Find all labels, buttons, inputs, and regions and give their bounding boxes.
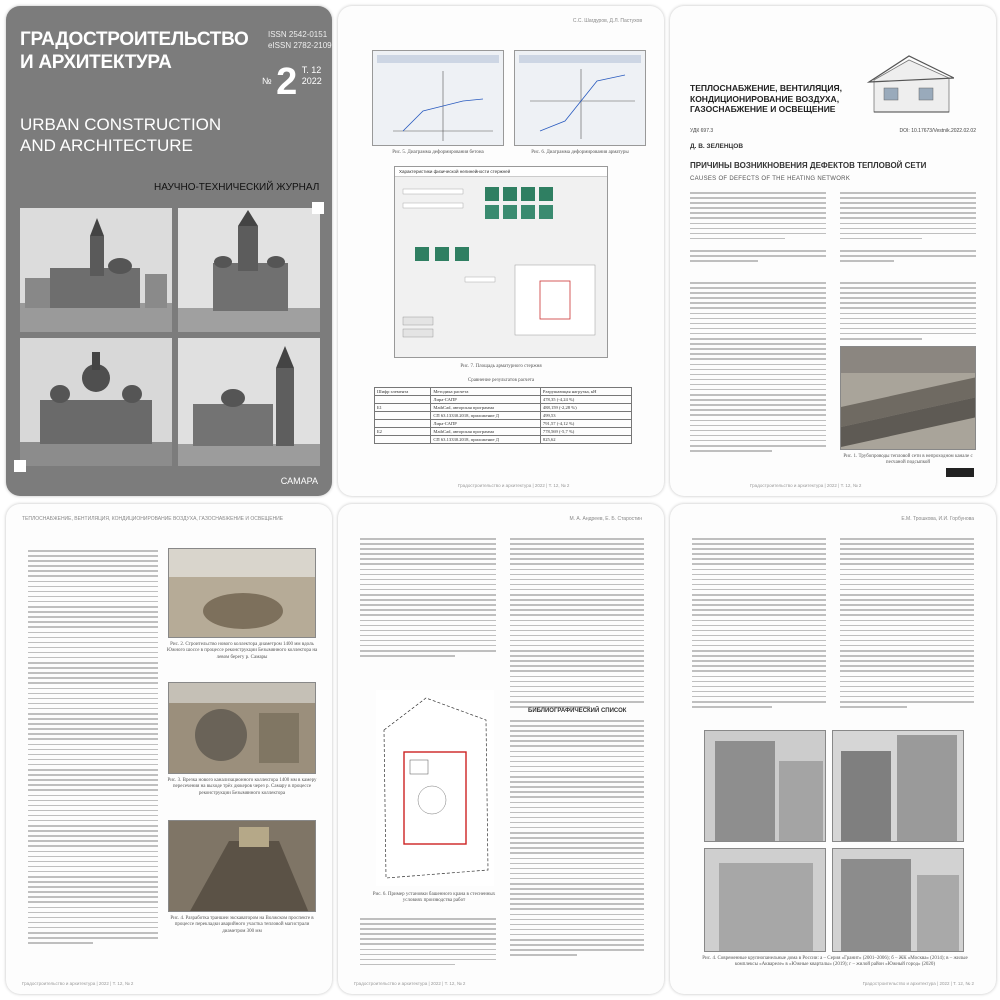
panel-building-image-c: [705, 849, 826, 952]
table-header-row: [375, 388, 632, 396]
fig1-photo-heating-pipes: [840, 346, 976, 450]
table-cell: Б1: [375, 404, 431, 412]
table-header-cell: Разрушающая нагрузка, кН: [540, 388, 631, 396]
fig6-site-plan: [376, 690, 494, 886]
body-text-left-bottom: [360, 918, 496, 969]
table-cell: [375, 436, 431, 444]
article-page-5[interactable]: [338, 504, 664, 994]
fig5-caption: Рис. 5. Диаграмма деформирования бетона: [392, 150, 484, 155]
table-cell: 791,57 (-4,12 %): [540, 420, 631, 428]
cover-corner-square: [312, 202, 324, 214]
table-row: [375, 428, 632, 436]
body-text-right: [510, 538, 644, 711]
fig7-caption: Рис. 7. Площадь арматурного стержня: [460, 364, 542, 369]
body-text-left: [28, 550, 158, 947]
excavator-trench-image: [169, 821, 316, 912]
church-photo-3: [20, 338, 172, 466]
table-row: [375, 404, 632, 412]
table-row: [375, 436, 632, 444]
abstract-en: [840, 192, 976, 243]
concrete-diagram: [373, 51, 503, 145]
creative-commons-badge: [946, 468, 974, 477]
body-text-right: [840, 538, 974, 711]
udk-code: УДК 697.3: [690, 128, 714, 134]
church-photo-3-image: [20, 338, 172, 466]
table-cell: 478,35 (-4,24 %): [540, 396, 631, 404]
doi-code: DOI: 10.17673/Vestnik.2022.02.02: [899, 128, 976, 134]
table-header-cell: Шифр элемента: [375, 388, 431, 396]
table-cell: СП 63.13330.2018, приложение Д: [431, 436, 541, 444]
page-header: С.С. Шагдуров, Д.Л. Пастухов: [572, 18, 642, 24]
page-header: ТЕПЛОСНАБЖЕНИЕ, ВЕНТИЛЯЦИЯ, КОНДИЦИОНИРОВАНИЕ ВОЗДУХА, ГАЗОСНАБЖЕНИЕ И ОСВЕЩЕНИЕ: [22, 516, 284, 522]
page-footer: Градостроительство и архитектура | 2022 | Т. 12, № 2: [354, 981, 466, 986]
article-title: ПРИЧИНЫ ВОЗНИКНОВЕНИЯ ДЕФЕКТОВ ТЕПЛОВОЙ СЕТИ: [690, 161, 927, 170]
table-cell: 488,159 (-2,28 %): [540, 404, 631, 412]
cover-title-en: URBAN CONSTRUCTION AND ARCHITECTURE: [20, 115, 222, 156]
fig6-caption: Рис. 6. Пример установки башенного крана в стесненных условиях производства работ: [372, 892, 496, 904]
page-footer: Градостроительство и архитектура | 2022 | Т. 12, № 2: [862, 981, 974, 986]
page-header: Е.М. Трошкова, И.И. Горбунова: [901, 516, 974, 522]
dialog-content: [395, 177, 607, 355]
abstract-ru: [690, 192, 826, 243]
table-cell: [375, 396, 431, 404]
bibliography-list: [510, 720, 644, 959]
table-cell: Лира-САПР: [431, 420, 541, 428]
church-photo-4: [178, 338, 320, 466]
fig3-photo-collector-insertion: [168, 682, 316, 774]
table-cell: 825,62: [540, 436, 631, 444]
keywords-en: [840, 250, 976, 265]
body-text-right: [840, 282, 976, 343]
heating-pipes-image: [841, 347, 976, 450]
church-photo-1-image: [20, 208, 172, 332]
table-title: Сравнение результатов расчета: [467, 378, 535, 383]
cover-city: САМАРА: [280, 476, 318, 486]
software-screenshot-rebar: [514, 50, 646, 146]
fig4a-photo-panel-building: [704, 730, 826, 842]
fig6-caption: Рис. 6. Диаграмма деформирования арматуры: [531, 150, 629, 155]
table-cell: MathCad, авторская программа: [431, 428, 541, 436]
church-photo-2-image: [178, 208, 320, 332]
house-illustration: [864, 50, 954, 120]
table-header-cell: Методика расчета: [431, 388, 541, 396]
table-cell: Лира-САПР: [431, 396, 541, 404]
rebar-diagram: [515, 51, 645, 145]
page-footer: Градостроительство и архитектура | 2022 | Т. 12, № 2: [22, 981, 134, 986]
fig4b-photo-panel-building: [832, 730, 964, 842]
table-row: [375, 396, 632, 404]
fig3-caption: Рис. 3. Врезка нового канализационного коллектора 1400 мм в камеру пересечения на выходе трёх дюкеров через р. Самару в процессе реконструкции Безымянного коллектора: [167, 778, 317, 796]
church-photo-2: [178, 208, 320, 332]
collector-construction-image: [169, 549, 316, 638]
fig4c-photo-panel-building: [704, 848, 826, 952]
cover-subtitle: НАУЧНО-ТЕХНИЧЕСКИЙ ЖУРНАЛ: [154, 182, 320, 193]
dialog-window: [394, 166, 608, 358]
cover-issn: ISSN 2542-0151 eISSN 2782-2109: [268, 30, 332, 50]
table-cell: Б2: [375, 428, 431, 436]
cover-title-ru: ГРАДОСТРОИТЕЛЬСТВО И АРХИТЕКТУРА: [20, 29, 249, 74]
fig4d-photo-panel-building: [832, 848, 964, 952]
table-row: [375, 412, 632, 420]
table-cell: MathCad, авторская программа: [431, 404, 541, 412]
panel-building-image-b: [833, 731, 964, 842]
page-footer: Градостроительство и архитектура | 2022 | Т. 12, № 2: [458, 483, 570, 488]
collector-insertion-image: [169, 683, 316, 774]
dialog-title: Характеристики физической нелинейности стержней: [395, 167, 607, 177]
table-cell: [375, 412, 431, 420]
page-footer: Градостроительство и архитектура | 2022 | Т. 12, № 2: [750, 483, 862, 488]
church-photo-4-image: [178, 338, 320, 466]
cover-issue-number: № 2 Т. 12 2022: [262, 61, 322, 103]
panel-building-image-a: [705, 731, 826, 842]
fig4-caption: Рис. 4. Разработка траншеи экскаватором на Волжском проспекте в процессе перекладки аварийного участка тепловой магистрали диаметром 300 мм: [170, 916, 314, 934]
table-cell: 499,53: [540, 412, 631, 420]
article-author: Д. В. ЗЕЛЕНЦОВ: [690, 143, 744, 150]
journal-cover-page[interactable]: [6, 6, 332, 496]
table-row: [375, 420, 632, 428]
site-plan-drawing: [376, 690, 494, 886]
fig2-photo-collector-construction: [168, 548, 316, 638]
fig1-caption: Рис. 1. Трубопроводы тепловой сети в непроходном канале с песчаной подсыпкой: [843, 454, 973, 466]
church-photo-1: [20, 208, 172, 332]
page-header: М. А. Андреев, Е. Б. Старостин: [569, 516, 642, 522]
table-cell: [375, 420, 431, 428]
bibliography-title: БИБЛИОГРАФИЧЕСКИЙ СПИСОК: [528, 708, 627, 714]
fig4-caption: Рис. 4. Современные крупнопанельные дома в России: а – Серия «Гранит» (2001–2006); б – ЖК «Москва» (2014); в – жилые комплексы «Аквареле» в «Южные кварталы» (2019); г – жилой район «Южный город» (2020): [702, 956, 968, 968]
keywords: [690, 250, 826, 265]
table-cell: 778,569 (-5,7 %): [540, 428, 631, 436]
results-table: [374, 387, 632, 444]
section-title: ТЕПЛОСНАБЖЕНИЕ, ВЕНТИЛЯЦИЯ, КОНДИЦИОНИРОВАНИЕ ВОЗДУХА, ГАЗОСНАБЖЕНИЕ И ОСВЕЩЕНИЕ: [690, 83, 842, 115]
table-cell: СП 63.13330.2018, приложение Д: [431, 412, 541, 420]
panel-building-image-d: [833, 849, 964, 952]
body-text-left: [692, 538, 826, 711]
fig4-photo-excavator-trench: [168, 820, 316, 912]
article-page-6[interactable]: [670, 504, 996, 994]
article-page-3[interactable]: [670, 6, 996, 496]
article-page-2[interactable]: [338, 6, 664, 496]
article-page-4[interactable]: [6, 504, 332, 994]
software-screenshot-concrete: [372, 50, 504, 146]
cover-corner-square: [14, 460, 26, 472]
fig2-caption: Рис. 2. Строительство нового коллектора диаметром 1400 мм вдоль Южного шоссе в процессе реконструкции Безымянного коллектора на левом берегу р. Самары: [166, 642, 318, 660]
body-text-left-top: [360, 538, 496, 660]
article-title-en: CAUSES OF DEFECTS OF THE HEATING NETWORK: [690, 176, 851, 182]
body-text-left: [690, 282, 826, 455]
